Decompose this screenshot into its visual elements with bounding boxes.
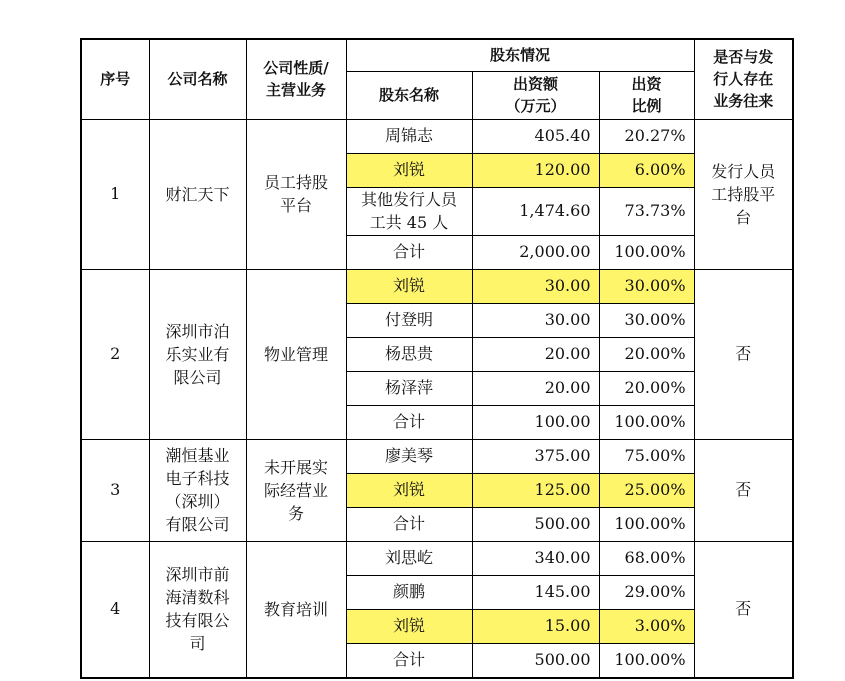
- header-relation-line2: 行人存在: [713, 70, 774, 89]
- header-nature-line2: 主营业务: [265, 81, 326, 100]
- holder-ratio: 20.00%: [599, 371, 694, 405]
- holder-name: 合计: [346, 235, 472, 269]
- table-row: [81, 439, 793, 473]
- holder-ratio: 6.00%: [599, 153, 694, 187]
- holder-name: 刘锐: [346, 473, 472, 507]
- holder-name: 合计: [346, 405, 472, 439]
- holder-ratio: 20.00%: [599, 337, 694, 371]
- holder-name: 刘锐: [346, 609, 472, 643]
- row-company: 财汇天下: [149, 119, 246, 269]
- holder-amount: 30.00: [472, 269, 599, 303]
- header-company: 公司名称: [149, 39, 246, 119]
- row-relation: 否: [694, 541, 793, 678]
- holder-ratio: 100.00%: [599, 643, 694, 678]
- row-seq: 3: [81, 439, 149, 541]
- header-shareholders: 股东情况: [346, 39, 694, 71]
- header-ratio-line2: 比例: [631, 97, 662, 115]
- header-capital-line2: （万元）: [505, 97, 566, 115]
- row-seq: 1: [81, 119, 149, 269]
- holder-name: 付登明: [346, 303, 472, 337]
- holder-name: 周锦志: [346, 119, 472, 153]
- row-nature: 物业管理: [246, 269, 346, 439]
- row-seq: 2: [81, 269, 149, 439]
- header-capital: [472, 71, 599, 119]
- row-relation: 否: [694, 269, 793, 439]
- holder-ratio: 100.00%: [599, 405, 694, 439]
- holder-amount: 20.00: [472, 371, 599, 405]
- holder-amount: 500.00: [472, 507, 599, 541]
- row-relation: 发行人员工持股平台: [694, 119, 793, 269]
- holder-amount: 405.40: [472, 119, 599, 153]
- table-row: [81, 541, 793, 575]
- shareholder-table: [80, 38, 794, 679]
- holder-amount: 1,474.60: [472, 187, 599, 235]
- holder-name: 其他发行人员工共 45 人: [346, 187, 472, 235]
- header-nature-line1: 公司性质/: [263, 59, 329, 78]
- row-nature: 教育培训: [246, 541, 346, 678]
- holder-ratio: 3.00%: [599, 609, 694, 643]
- table-row: [81, 119, 793, 153]
- header-holder-name: 股东名称: [346, 71, 472, 119]
- header-relation-line3: 业务往来: [713, 92, 774, 111]
- holder-amount: 15.00: [472, 609, 599, 643]
- row-relation: 否: [694, 439, 793, 541]
- row-company: 潮恒基业电子科技（深圳）有限公司: [149, 439, 246, 541]
- holder-amount: 340.00: [472, 541, 599, 575]
- holder-amount: 20.00: [472, 337, 599, 371]
- holder-ratio: 25.00%: [599, 473, 694, 507]
- holder-amount: 145.00: [472, 575, 599, 609]
- holder-ratio: 20.27%: [599, 119, 694, 153]
- holder-ratio: 100.00%: [599, 235, 694, 269]
- header-capital-line1: 出资额: [512, 75, 558, 93]
- header-ratio: [599, 71, 694, 119]
- holder-amount: 30.00: [472, 303, 599, 337]
- holder-ratio: 30.00%: [599, 269, 694, 303]
- holder-name: 杨思贵: [346, 337, 472, 371]
- holder-ratio: 75.00%: [599, 439, 694, 473]
- row-company: 深圳市泊乐实业有限公司: [149, 269, 246, 439]
- holder-amount: 125.00: [472, 473, 599, 507]
- row-company: 深圳市前海清数科技有限公司: [149, 541, 246, 678]
- header-relation: [694, 39, 793, 119]
- holder-amount: 375.00: [472, 439, 599, 473]
- holder-amount: 2,000.00: [472, 235, 599, 269]
- holder-ratio: 73.73%: [599, 187, 694, 235]
- holder-name: 刘锐: [346, 269, 472, 303]
- row-nature: 未开展实际经营业务: [246, 439, 346, 541]
- row-nature: 员工持股平台: [246, 119, 346, 269]
- table-row: [81, 269, 793, 303]
- header-nature: [246, 39, 346, 119]
- holder-name: 刘思屹: [346, 541, 472, 575]
- holder-amount: 100.00: [472, 405, 599, 439]
- header-ratio-line1: 出资: [631, 75, 662, 93]
- header-seq: 序号: [81, 39, 149, 119]
- holder-name: 合计: [346, 643, 472, 678]
- row-seq: 4: [81, 541, 149, 678]
- holder-name: 颜鹏: [346, 575, 472, 609]
- header-relation-line1: 是否与发: [713, 48, 774, 67]
- holder-ratio: 68.00%: [599, 541, 694, 575]
- holder-amount: 500.00: [472, 643, 599, 678]
- holder-name: 刘锐: [346, 153, 472, 187]
- holder-ratio: 100.00%: [599, 507, 694, 541]
- holder-name: 廖美琴: [346, 439, 472, 473]
- holder-name: 杨泽萍: [346, 371, 472, 405]
- holder-name: 合计: [346, 507, 472, 541]
- holder-amount: 120.00: [472, 153, 599, 187]
- holder-ratio: 30.00%: [599, 303, 694, 337]
- holder-ratio: 29.00%: [599, 575, 694, 609]
